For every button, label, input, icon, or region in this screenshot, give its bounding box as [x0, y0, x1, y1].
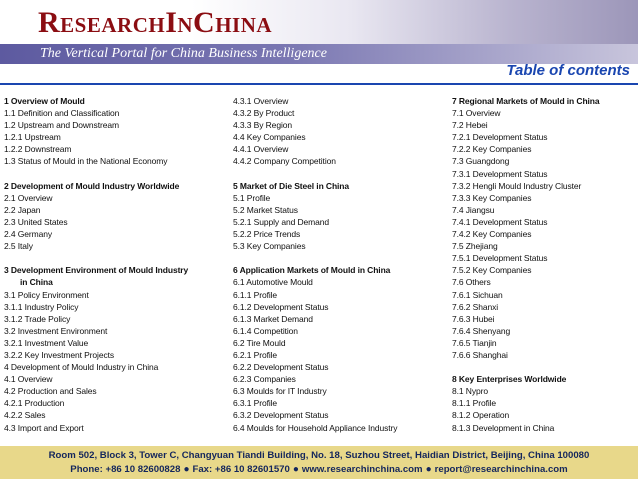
toc-column-3 [452, 95, 638, 434]
toc-spacer [4, 252, 226, 264]
toc-entry: 4.3.1 Overview [233, 96, 289, 106]
toc-entry: 7.2.1 Development Status [452, 132, 548, 143]
toc-entry: 8.1.1 Profile [452, 398, 497, 409]
toc-entry: 7.2.2 Key Companies [452, 144, 532, 155]
toc-entry: 7.3.1 Development Status [452, 168, 548, 179]
toc-entry: 1.1 Definition and Classification [4, 108, 120, 119]
toc-chapter-heading: 5 Market of Die Steel in China [233, 180, 350, 191]
toc-entry: 1.2 Upstream and Downstream [4, 120, 119, 131]
toc-spacer [4, 168, 226, 180]
toc-spacer [233, 252, 451, 264]
toc-spacer [233, 168, 451, 180]
toc-entry: 5.2 Market Status [233, 204, 298, 215]
toc-entry: 8.1 Nypro [452, 386, 488, 397]
toc-entry: 7.3 Guangdong [452, 156, 510, 167]
toc-entry: 4.3 Import and Export [4, 422, 84, 433]
toc-entry: 4.2 Production and Sales [4, 386, 97, 397]
toc-entry: 6.1.3 Market Demand [233, 313, 313, 324]
toc-entry: 6.1.4 Competition [233, 325, 298, 336]
toc-entry: 2.2 Japan [4, 204, 41, 215]
toc-entry: 7.2 Hebei [452, 120, 488, 131]
footer-phone: Phone: +86 10 82600828 [70, 464, 181, 475]
toc-column-2 [233, 95, 451, 434]
toc-entry: 3.2.1 Investment Value [4, 337, 89, 348]
toc-entry: 7.5.2 Key Companies [452, 265, 532, 276]
footer-fax: Fax: +86 10 82601570 [192, 464, 290, 475]
toc-entry: 2.3 United States [4, 216, 68, 227]
toc-title: Table of contents [506, 62, 630, 79]
toc-entry: 3.1 Policy Environment [4, 289, 89, 300]
toc-entry: 1.2.1 Upstream [4, 132, 61, 143]
toc-entry: 7.6 Others [452, 277, 491, 288]
toc-entry: 4.1 Overview [4, 374, 53, 385]
toc-entry: 7.6.6 Shanghai [452, 349, 508, 360]
toc-entry: 5.2.1 Supply and Demand [233, 216, 329, 227]
toc-entry: 3.1.2 Trade Policy [4, 313, 71, 324]
toc-entry: 1.3 Status of Mould in the National Economy [4, 156, 168, 167]
toc-entry: 6.3 Moulds for IT Industry [233, 386, 327, 397]
toc-entry: 5.1 Profile [233, 192, 271, 203]
toc-chapter-heading: in China [20, 277, 53, 288]
toc-entry: 7.4 Jiangsu [452, 204, 495, 215]
toc-entry: 7.6.4 Shenyang [452, 325, 511, 336]
footer-contacts [0, 463, 638, 477]
toc-entry: 5.3 Key Companies [233, 241, 306, 252]
toc-entry: 6.1.2 Development Status [233, 301, 329, 312]
toc-entry: 1.2.2 Downstream [4, 144, 72, 155]
toc-entry: 3.2.2 Key Investment Projects [4, 349, 115, 360]
footer-email-link[interactable]: report@researchinchina.com [434, 464, 568, 475]
toc-spacer [452, 361, 638, 373]
toc-entry: 4.4.2 Company Competition [233, 156, 336, 167]
toc-entry: 7.5.1 Development Status [452, 253, 548, 264]
toc-entry: 4.3.2 By Product [233, 108, 295, 119]
toc-entry: 2.4 Germany [4, 229, 53, 240]
toc-entry: 6.2.2 Development Status [233, 362, 329, 373]
toc-chapter-heading: 3 Development Environment of Mould Industry [4, 265, 189, 276]
toc-entry: 4.3.3 By Region [233, 120, 292, 131]
toc-entry: 7.4.1 Development Status [452, 216, 548, 227]
toc-chapter-heading: 7 Regional Markets of Mould in China [452, 96, 600, 106]
toc-entry: 6.3.1 Profile [233, 398, 278, 409]
footer-website-link[interactable]: www.researchinchina.com [301, 464, 423, 475]
header-banner [0, 0, 638, 64]
toc-entry: 4.4.1 Overview [233, 144, 289, 155]
toc-entry: 6.1 Automotive Mould [233, 277, 313, 288]
toc-entry: 4.4 Key Companies [233, 132, 306, 143]
toc-entry: 7.6.1 Sichuan [452, 289, 503, 300]
toc-entry: 7.5 Zhejiang [452, 241, 498, 252]
toc-entry: 4.2.1 Production [4, 398, 65, 409]
toc-entry: 3.2 Investment Environment [4, 325, 108, 336]
bullet-icon: ● [425, 464, 432, 475]
toc-entry: 6.4 Moulds for Household Appliance Industry [233, 422, 398, 433]
toc-entry: 7.4.2 Key Companies [452, 229, 532, 240]
toc-entry: 7.1 Overview [452, 108, 501, 119]
toc-entry: 2.1 Overview [4, 192, 53, 203]
title-divider [0, 83, 638, 85]
footer-address: Room 502, Block 3, Tower C, Changyuan Tiandi Building, No. 18, Suzhou Street, Haidian District, Beijing, China 100080 [48, 450, 590, 461]
company-logo: ResearchInChina [38, 6, 273, 39]
bullet-icon: ● [183, 464, 190, 475]
toc-entry: 6.2.3 Companies [233, 374, 296, 385]
toc-entry: 3.1.1 Industry Policy [4, 301, 79, 312]
tagline: The Vertical Portal for China Business Intelligence [40, 46, 327, 61]
toc-entry: 7.6.2 Shanxi [452, 301, 499, 312]
toc-entry: 4.2.2 Sales [4, 410, 46, 421]
bullet-icon: ● [292, 464, 299, 475]
contact-footer [0, 446, 638, 479]
toc-entry: 6.3.2 Development Status [233, 410, 329, 421]
toc-entry: 5.2.2 Price Trends [233, 229, 301, 240]
toc-entry: 4 Development of Mould Industry in China [4, 362, 159, 373]
toc-entry: 8.1.3 Development in China [452, 422, 555, 433]
toc-chapter-heading: 2 Development of Mould Industry Worldwide [4, 180, 180, 191]
toc-entry: 6.2 Tire Mould [233, 337, 286, 348]
toc-entry: 7.6.3 Hubei [452, 313, 495, 324]
toc-entry: 6.2.1 Profile [233, 349, 278, 360]
toc-entry: 7.6.5 Tianjin [452, 337, 497, 348]
toc-entry: 6.1.1 Profile [233, 289, 278, 300]
toc-column-1 [4, 95, 226, 434]
toc-entry: 8.1.2 Operation [452, 410, 510, 421]
toc-entry: 7.3.3 Key Companies [452, 192, 532, 203]
toc-chapter-heading: 6 Application Markets of Mould in China [233, 265, 391, 276]
toc-entry: 7.3.2 Hengli Mould Industry Cluster [452, 180, 582, 191]
toc-chapter-heading: 1 Overview of Mould [4, 96, 85, 106]
toc-entry: 2.5 Italy [4, 241, 33, 252]
toc-chapter-heading: 8 Key Enterprises Worldwide [452, 374, 567, 385]
